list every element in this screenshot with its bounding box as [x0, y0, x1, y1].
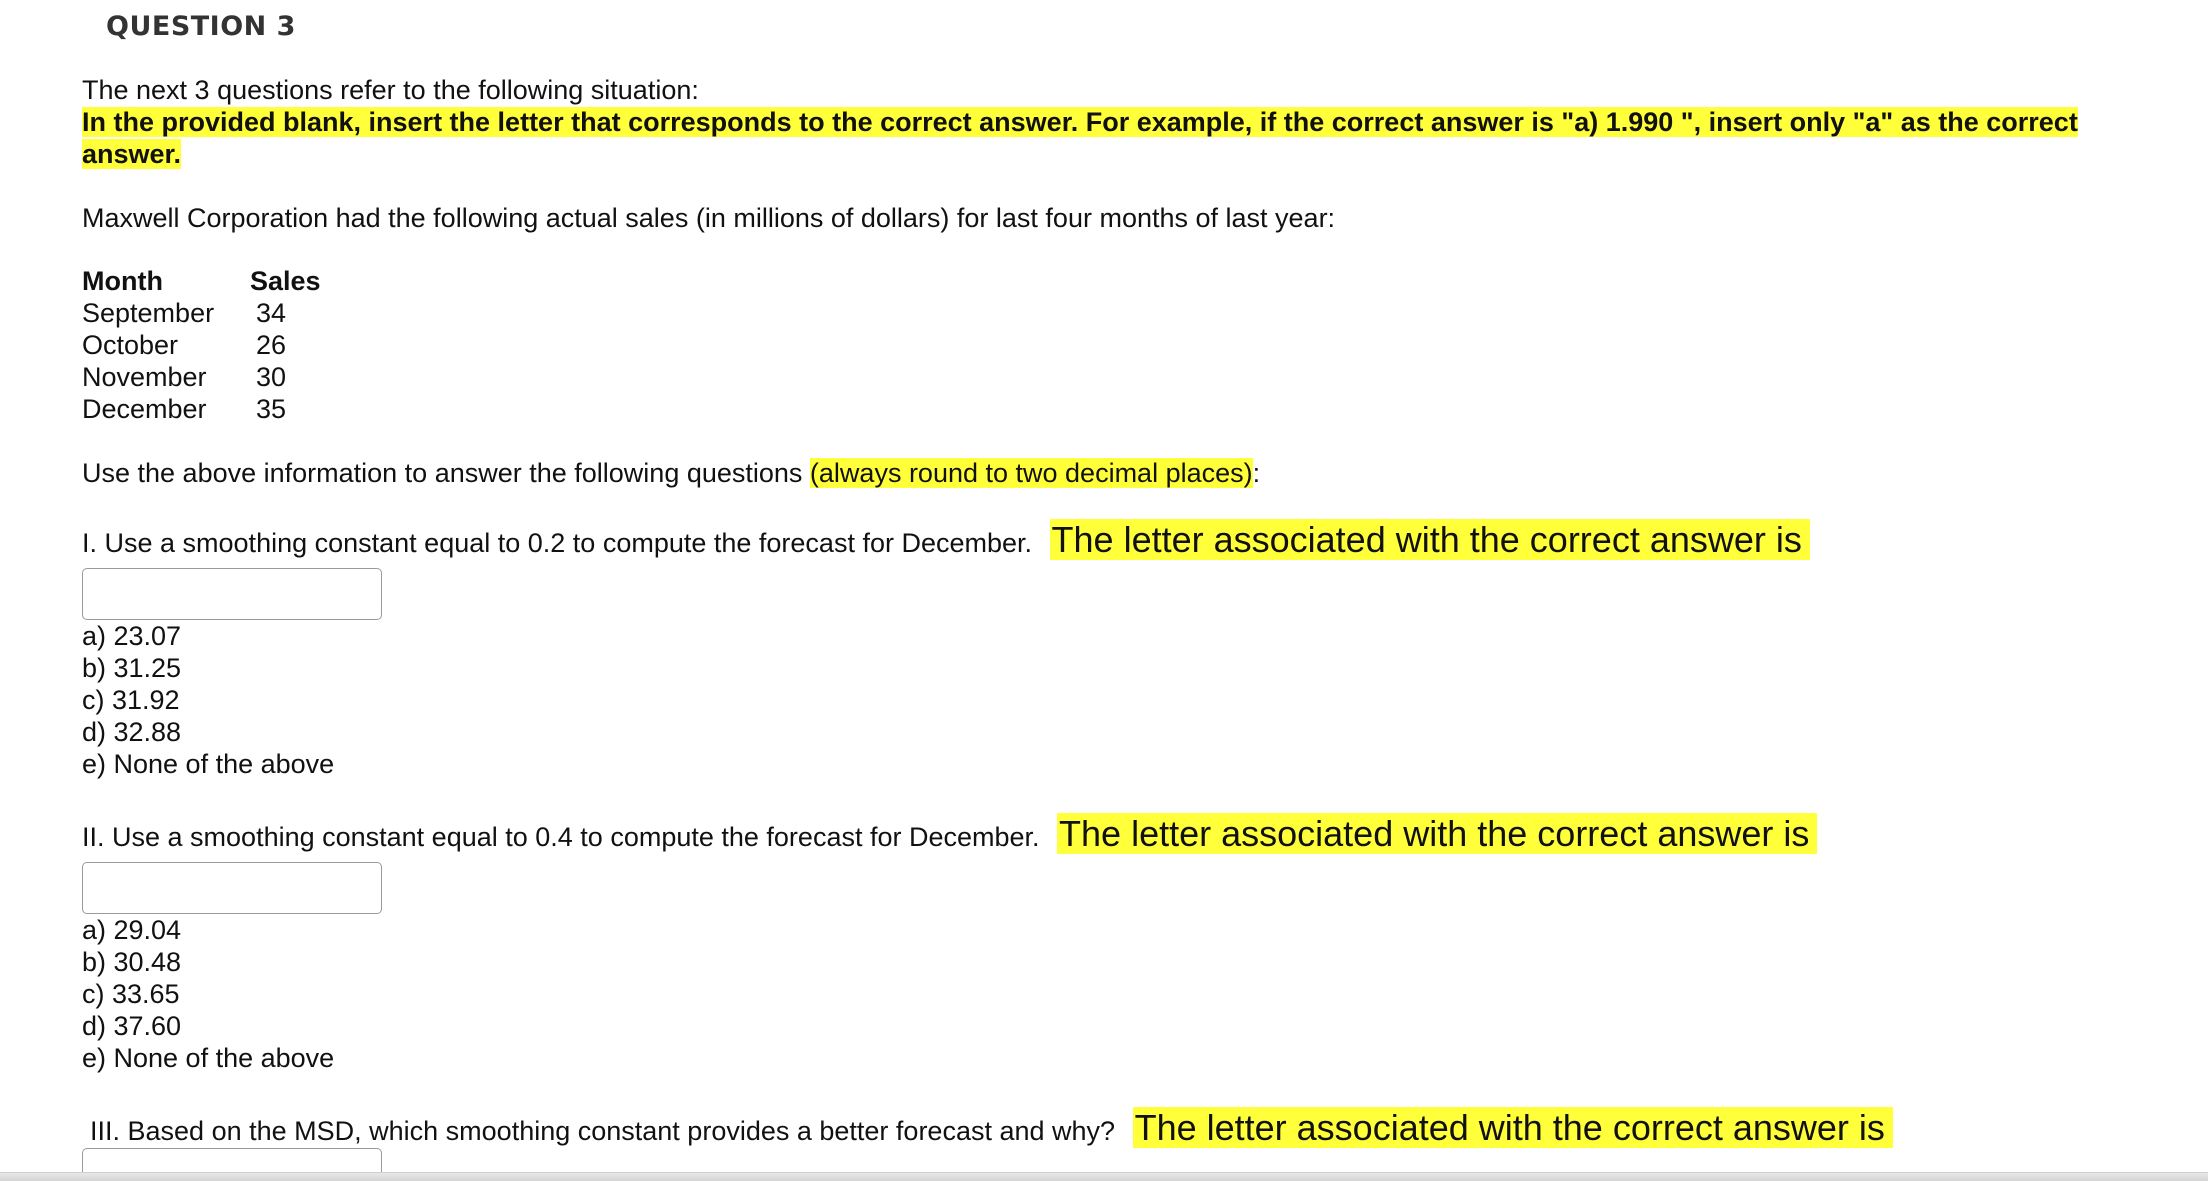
list-item: a) 23.07	[82, 621, 182, 651]
list-item: b) 31.25	[82, 653, 182, 683]
table-row	[82, 329, 321, 361]
sales-intro-text: Maxwell Corporation had the following actual sales (in millions of dollars) for last four months of last year:	[82, 203, 1336, 233]
list-item: e) None of the above	[82, 749, 335, 779]
question-1-text: I. Use a smoothing constant equal to 0.2 to compute the forecast for December.	[82, 528, 1033, 558]
month-cell: October	[82, 330, 179, 360]
sales-cell: 26	[256, 330, 287, 360]
sales-cell: 30	[256, 362, 287, 392]
answer-input-2[interactable]	[82, 862, 382, 914]
month-header: Month	[82, 266, 163, 296]
list-item: e) None of the above	[82, 1043, 335, 1073]
question-2-line	[82, 814, 2142, 857]
answer-input-3-container	[82, 1148, 382, 1172]
question-title: QUESTION 3	[106, 11, 296, 42]
question-3-line	[82, 1108, 2142, 1151]
rounding-highlight: (always round to two decimal places)	[809, 458, 1253, 488]
situation-text: The next 3 questions refer to the following situation:	[82, 75, 699, 105]
list-item: c) 31.92	[82, 685, 180, 715]
sales-cell: 35	[256, 394, 287, 424]
question-1-line	[82, 520, 2142, 563]
sales-table	[82, 265, 321, 425]
month-cell: December	[82, 394, 207, 424]
month-cell: November	[82, 362, 207, 392]
sales-cell: 34	[256, 298, 287, 328]
question-2	[82, 814, 2142, 1074]
answer-prompt: The letter associated with the correct answer is	[1057, 813, 1817, 854]
question-1	[82, 520, 2142, 780]
answer-input-1[interactable]	[82, 568, 382, 620]
answer-prompt: The letter associated with the correct answer is	[1133, 1107, 1893, 1148]
table-row	[82, 393, 321, 425]
options-list-1	[82, 620, 2142, 780]
question-content	[82, 74, 2142, 1151]
answer-input-3[interactable]	[82, 1148, 382, 1172]
table-row	[82, 361, 321, 393]
options-list-2	[82, 914, 2142, 1074]
month-cell: September	[82, 298, 215, 328]
use-info-text	[82, 457, 2142, 489]
answer-prompt: The letter associated with the correct answer is	[1050, 519, 1810, 560]
use-info-main: Use the above information to answer the following questions	[82, 458, 810, 488]
question-3	[82, 1108, 2142, 1151]
instruction-highlight: In the provided blank, insert the letter that corresponds to the correct answer. For example, if the correct answer is "a) 1.990 ", insert only "a" as the correct answer.	[82, 107, 2078, 169]
instruction-text	[82, 106, 2082, 170]
sales-header: Sales	[250, 266, 321, 296]
use-info-suffix: :	[1252, 458, 1261, 488]
table-row	[82, 297, 321, 329]
sales-table-header	[82, 265, 321, 297]
list-item: b) 30.48	[82, 947, 182, 977]
question-2-text: II. Use a smoothing constant equal to 0.4 to compute the forecast for December.	[82, 822, 1040, 852]
list-item: a) 29.04	[82, 915, 182, 945]
question-3-text: III. Based on the MSD, which smoothing constant provides a better forecast and why?	[90, 1116, 1116, 1146]
list-item: d) 37.60	[82, 1011, 182, 1041]
list-item: c) 33.65	[82, 979, 180, 1009]
list-item: d) 32.88	[82, 717, 182, 747]
